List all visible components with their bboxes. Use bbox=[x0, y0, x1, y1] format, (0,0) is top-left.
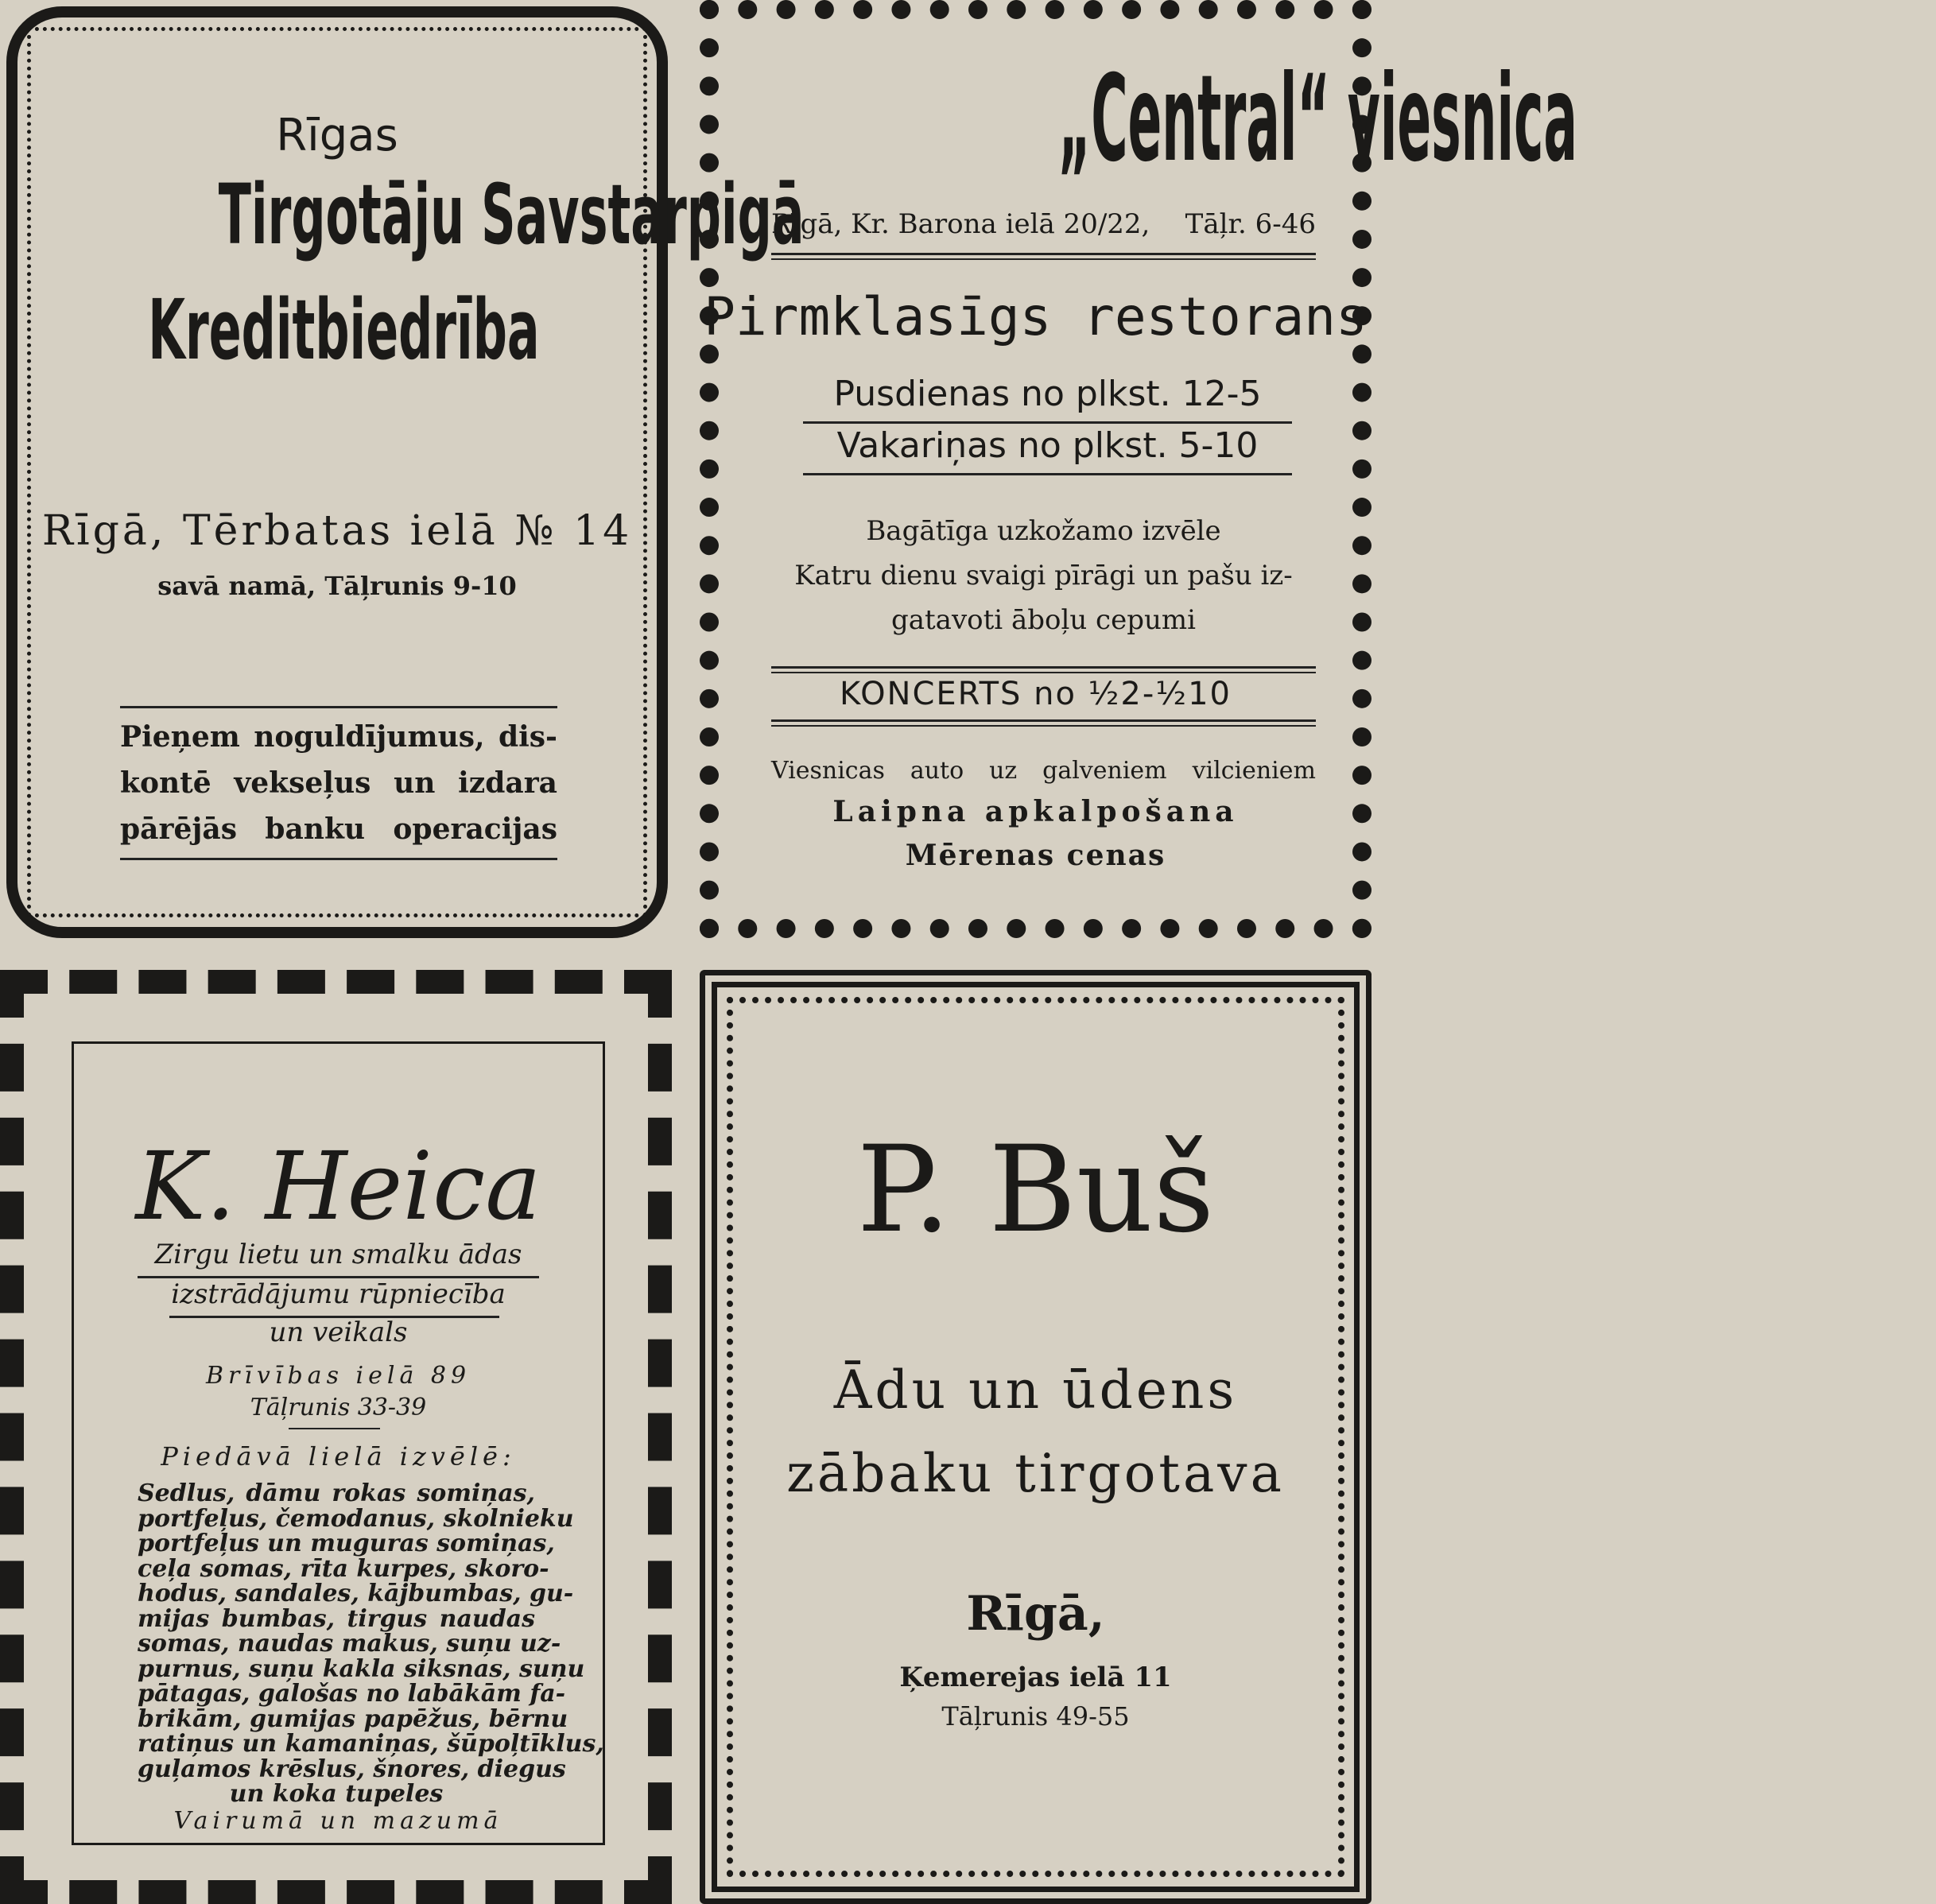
offer-line: mijas bumbas, tirgus naudas bbox=[138, 1604, 535, 1633]
offer-line: hodus, sandales, kājbumbas, gu- bbox=[138, 1580, 574, 1607]
phone: Tāļr. 6-46 bbox=[1185, 208, 1316, 240]
offer-line: portfeļus, čemodanus, skolnieku bbox=[138, 1504, 574, 1533]
transport-word: Viesnicas bbox=[771, 757, 885, 785]
services-line: kontē vekseļus un izdara bbox=[120, 766, 557, 800]
description-line: Katru dienu svaigi pīrāgi un pašu iz- bbox=[794, 560, 1293, 591]
city-prefix: Rīgas bbox=[276, 110, 398, 161]
divider bbox=[803, 473, 1292, 475]
footer-line: Vairumā un mazumā bbox=[173, 1807, 503, 1835]
divider bbox=[120, 706, 557, 708]
divider bbox=[120, 858, 557, 860]
prices-line: Mērenas cenas bbox=[905, 839, 1166, 872]
offer-line: un koka tupeles bbox=[229, 1780, 444, 1808]
divider bbox=[289, 1428, 380, 1429]
offer-line: Sedlus, dāmu rokas somiņas, bbox=[138, 1479, 535, 1507]
divider bbox=[771, 666, 1316, 673]
city: Rīgā, bbox=[966, 1586, 1105, 1642]
transport-word: uz bbox=[989, 757, 1018, 785]
divider bbox=[771, 253, 1316, 260]
trade-line: izstrādājumu rūpniecība bbox=[171, 1278, 506, 1310]
offer-line: ceļa somas, rīta kurpes, skoro- bbox=[138, 1554, 549, 1583]
transport-word: galveniem bbox=[1042, 757, 1167, 785]
offer-line: somas, naudas makus, suņu uz- bbox=[138, 1630, 561, 1658]
offer-heading: Piedāvā lielā izvēlē: bbox=[161, 1441, 516, 1472]
transport-word: auto bbox=[910, 757, 964, 785]
offer-list bbox=[138, 1479, 604, 1808]
trade-line: Ādu un ūdens bbox=[833, 1359, 1238, 1421]
lunch-hours: Pusdienas no plkst. 12-5 bbox=[833, 374, 1262, 414]
address-row bbox=[771, 208, 1316, 240]
offer-line: ratiņus un kamaniņas, šūpoļtīklus, bbox=[138, 1730, 604, 1758]
company-name: K. Heica bbox=[135, 1131, 541, 1241]
description bbox=[771, 509, 1316, 642]
transport-word: vilcieniem bbox=[1192, 757, 1316, 785]
company-name: P. Buš bbox=[856, 1121, 1215, 1259]
offer-line: guļamos krēslus, šnores, diegus bbox=[138, 1755, 566, 1783]
description-line: gatavoti āboļu cepumi bbox=[890, 604, 1196, 636]
offer-line: brikām, gumijas papēžus, bērnu bbox=[138, 1704, 568, 1733]
address: Rīgā, Tērbatas ielā № 14 bbox=[41, 507, 633, 555]
restaurant-heading: Pirmklasīgs restorans bbox=[704, 286, 1368, 347]
trade-line: Zirgu lietu un smalku ādas bbox=[154, 1239, 522, 1270]
services-line: pārējās banku operacijas bbox=[120, 812, 557, 846]
ad-k-heica bbox=[0, 970, 672, 1904]
offer-line: purnus, suņu kakla siksnas, suņu bbox=[138, 1654, 585, 1683]
hotel-title: „Central“ viesnica bbox=[1057, 50, 1577, 188]
offer-line: portfeļus un muguras somiņas, bbox=[138, 1530, 555, 1557]
offer-line: pātagas, galošas no labākām fa- bbox=[138, 1680, 566, 1708]
trade-line: zābaku tirgotava bbox=[786, 1443, 1285, 1504]
transport-line bbox=[771, 757, 1316, 785]
ad-p-bus bbox=[700, 970, 1371, 1904]
concert-line: KONCERTS no ½2-½10 bbox=[840, 676, 1232, 712]
address: Brīvības ielā 89 bbox=[205, 1362, 471, 1390]
phone-line: savā namā, Tāļrunis 9-10 bbox=[157, 571, 517, 601]
divider bbox=[803, 421, 1292, 424]
address: Rīgā, Kr. Barona ielā 20/22, bbox=[771, 208, 1150, 240]
street-address: Ķemerejas ielā 11 bbox=[899, 1662, 1172, 1693]
ad-kreditbiedriba bbox=[6, 6, 805, 938]
name-line-2: Kreditbiedrība bbox=[148, 281, 540, 378]
name-line-1: Tirgotāju Savstarpigā bbox=[218, 166, 805, 263]
trade-line: un veikals bbox=[269, 1317, 408, 1348]
services-block bbox=[120, 706, 557, 860]
inner-frame bbox=[72, 1041, 605, 1845]
services-line: Pieņem noguldījumus, dis- bbox=[120, 720, 557, 754]
phone: Tāļrunis 33-39 bbox=[250, 1394, 427, 1421]
description-line: Bagātīga uzkožamo izvēle bbox=[866, 515, 1221, 547]
ad-central-viesnica bbox=[700, 0, 1577, 938]
dinner-hours: Vakariņas no plkst. 5-10 bbox=[836, 425, 1259, 466]
service-line: Laipna apkalpošana bbox=[832, 795, 1239, 828]
divider bbox=[771, 719, 1316, 727]
phone: Tāļrunis 49-55 bbox=[941, 1701, 1130, 1731]
